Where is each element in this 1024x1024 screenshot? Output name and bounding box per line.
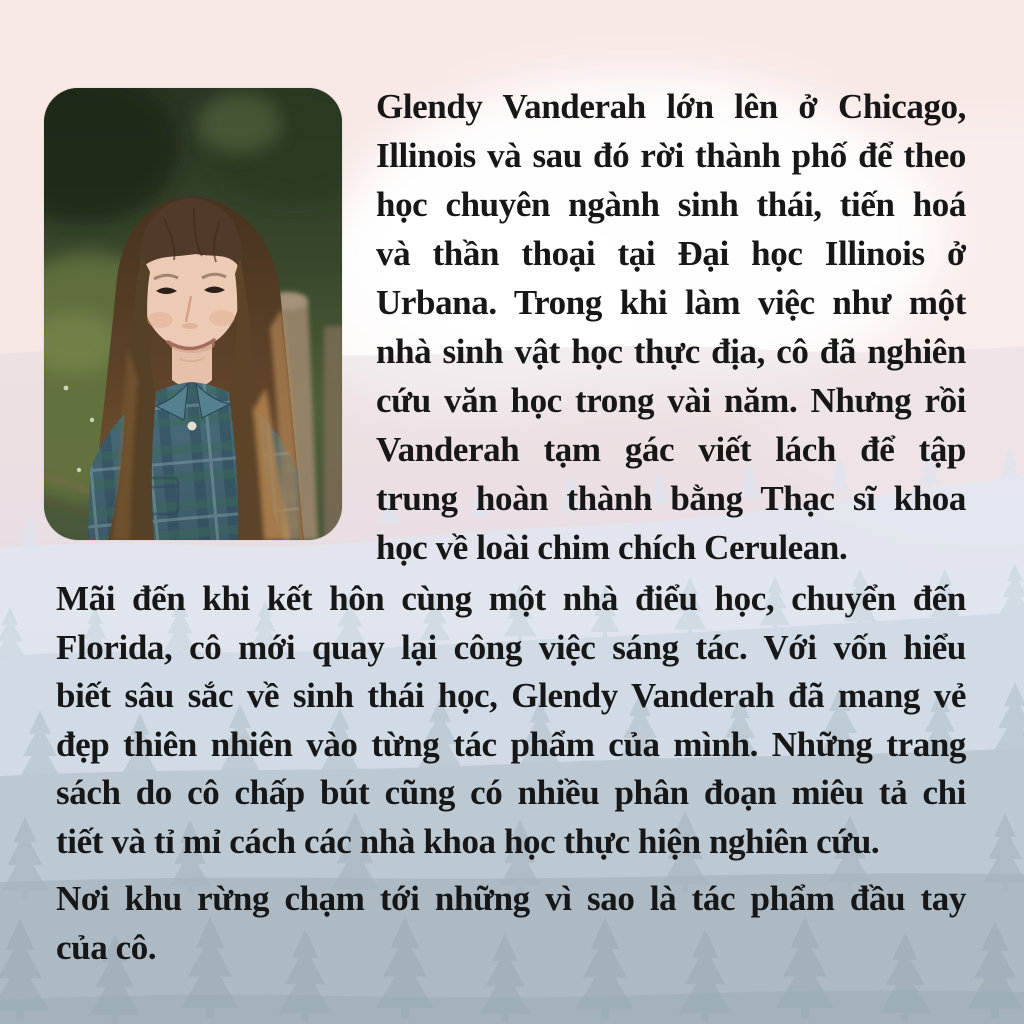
bio-line-14: đẹp thiên nhiên vào từng tác phẩm của mình. Những trang: [56, 724, 966, 764]
bio-line-16: tiết và tỉ mỉ cách các nhà khoa học thực hiện nghiên cứu.: [56, 821, 880, 861]
bio-line-15: sách do cô chấp bút cũng có nhiều phân đoạn miêu tả chi: [56, 773, 966, 812]
bio-line-4: và thần thoại tại Đại học Illinois ở: [376, 234, 966, 273]
bio-line-6: nhà sinh vật học thực địa, cô đã nghiên: [376, 332, 966, 371]
shirt-button: [188, 422, 197, 431]
bio-line-5: Urbana. Trong khi làm việc như một: [376, 283, 966, 322]
bio-line-2: Illinois và sau đó rời thành phố để theo: [376, 136, 966, 175]
bio-line-8: Vanderah tạm gác viết lách để tập: [376, 430, 966, 469]
bio-line-12: Florida, cô mới quay lại công việc sáng tác. Với vốn hiểu: [56, 627, 966, 667]
bio-column: [376, 82, 966, 572]
bio-paragraph: [56, 575, 966, 972]
bio-line-3: học chuyên ngành sinh thái, tiến hoá: [376, 185, 966, 224]
bio-line-10: học về loài chim chích Cerulean.: [376, 528, 848, 567]
bio-line-1: Glendy Vanderah lớn lên ở Chicago,: [376, 87, 966, 126]
author-photo: [44, 88, 342, 540]
closing-line-1: Nơi khu rừng chạm tới những vì sao là tác phẩm đầu tay: [56, 879, 966, 918]
bio-line-9: trung hoàn thành bằng Thạc sĩ khoa: [376, 479, 966, 518]
author-portrait-illustration: [44, 88, 342, 540]
bio-line-11: Mãi đến khi kết hôn cùng một nhà điểu học, chuyển đến: [56, 579, 966, 618]
bio-line-13: biết sâu sắc về sinh thái học, Glendy Vanderah đã mang vẻ: [56, 676, 966, 715]
bio-line-7: cứu văn học trong vài năm. Nhưng rồi: [376, 381, 966, 420]
closing-line-2: của cô.: [56, 927, 157, 967]
